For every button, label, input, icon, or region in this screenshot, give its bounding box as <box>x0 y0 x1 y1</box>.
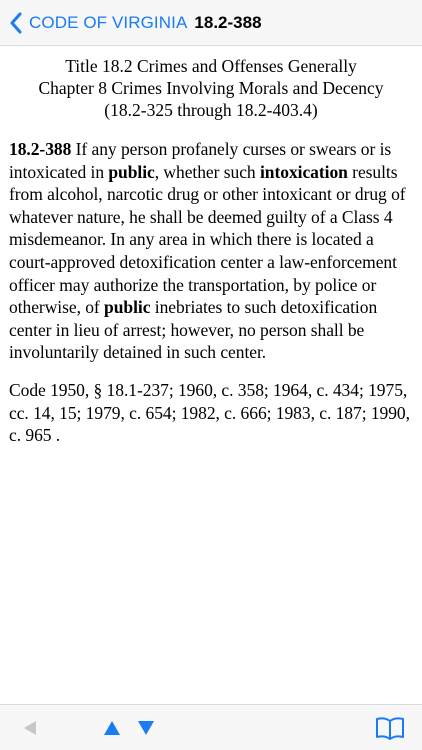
scroll-down-button[interactable] <box>130 705 162 750</box>
title-line: Title 18.2 Crimes and Offenses Generally <box>65 56 357 76</box>
bookmarks-button[interactable] <box>370 705 410 750</box>
highlighted-term: public <box>104 297 151 318</box>
section-number: 18.2-388 <box>9 139 72 159</box>
highlighted-term: public <box>108 161 155 182</box>
statute-content[interactable] <box>0 46 422 704</box>
section-text-part: inebriates to such detoxification center in lieu of arrest; however, no person shall be involuntarily detained in such center. <box>9 297 378 363</box>
chapter-line: Chapter 8 Crimes Involving Morals and Decency <box>38 78 384 98</box>
highlighted-term: intoxication <box>259 161 348 182</box>
back-triangle-icon <box>22 720 38 736</box>
section-title: 18.2-388 <box>194 12 262 32</box>
back-button-label: CODE OF VIRGINIA <box>29 12 188 32</box>
book-icon <box>375 716 405 740</box>
down-triangle-icon <box>137 720 155 736</box>
previous-button[interactable] <box>14 705 46 750</box>
bottom-toolbar <box>0 704 422 750</box>
section-text-part: , whether such <box>154 161 260 182</box>
section-text-part: results from alcohol, narcotic drug or other intoxicant or drug of whatever nature, he shall be deemed guilty of a Class 4 misdemeanor. In any area in which there is located a court-approved detoxification center a law-enforcement officer may authorize the transportation, by police or otherwise, of <box>9 161 406 318</box>
section-text-part: If any person profanely curses or swears or is intoxicated in <box>9 139 392 182</box>
section-range-line: (18.2-325 through 18.2-403.4) <box>104 100 318 120</box>
section-body <box>9 138 413 364</box>
scroll-up-button[interactable] <box>96 705 128 750</box>
up-triangle-icon <box>103 720 121 736</box>
section-history: Code 1950, § 18.1-237; 1960, c. 358; 1964, c. 434; 1975, cc. 14, 15; 1979, c. 654; 1982, c. 666; 1983, c. 187; 1990, c. 965 . <box>9 379 410 446</box>
chevron-left-icon <box>9 12 23 34</box>
navigation-bar <box>0 0 422 46</box>
statute-heading <box>9 55 413 121</box>
back-button[interactable] <box>0 0 187 46</box>
